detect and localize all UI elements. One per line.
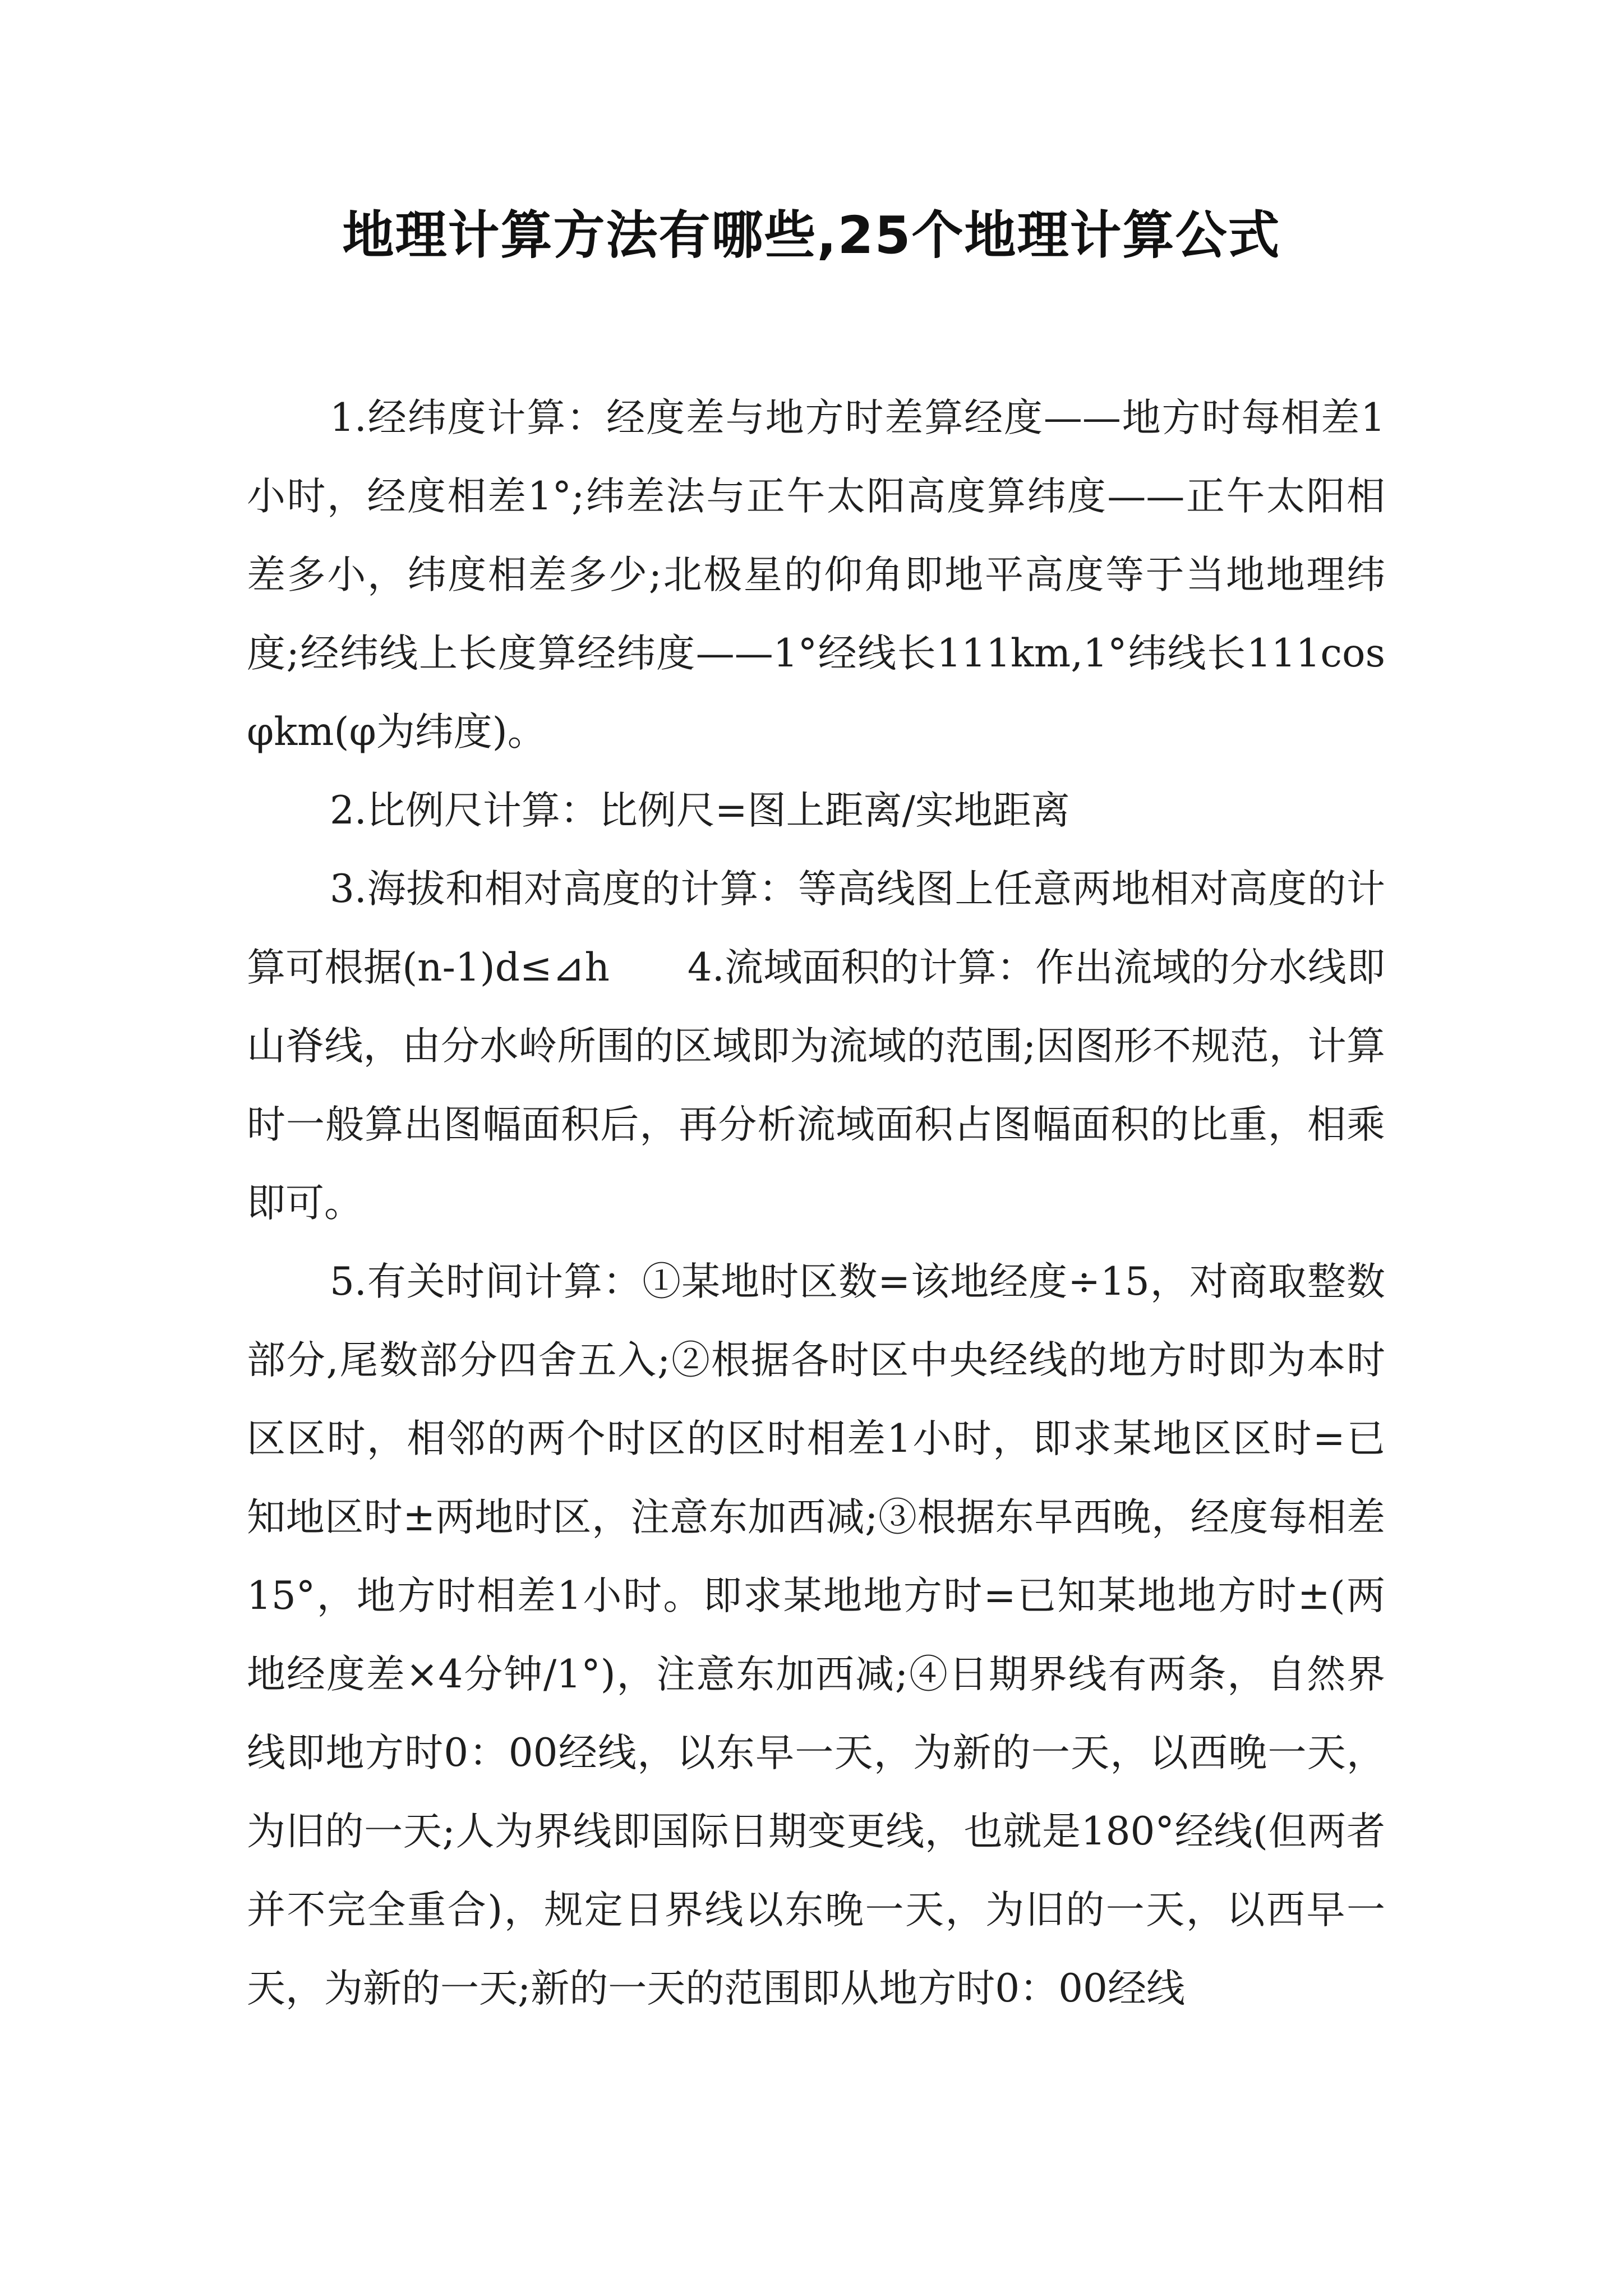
paragraph-time: 5.有关时间计算：①某地时区数=该地经度÷15，对商取整数部分,尾数部分四舍五入;②根据各时区中央经线的地方时即为本时区区时，相邻的两个时区的区时相差1小时，即求某地区区时=已知地区时±两地时区，注意东加西减;③根据东早西晚，经度每相差15°，地方时相差1小时。即求某地地方时=已知某地地方时±(两地经度差×4分钟/1°)，注意东加西减;④日期界线有两条，自然界线即地方时0：00经线，以东早一天，为新的一天，以西晚一天，为旧的一天;人为界线即国际日期变更线，也就是180°经线(但两者并不完全重合)，规定日界线以东晚一天，为旧的一天，以西早一天，为新的一天;新的一天的范围即从地方时0：00经线	[247, 1259, 1385, 2011]
paragraph-altitude-basin: 3.海拔和相对高度的计算：等高线图上任意两地相对高度的计算可根据(n-1)d≤⊿h 4.流域面积的计算：作出流域的分水线即山脊线，由分水岭所围的区域即为流域的范围;因图形不规范，计算时一般算出图幅面积后，再分析流域面积占图幅面积的比重，相乘即可。	[247, 867, 1385, 1226]
document-body	[247, 379, 1385, 2028]
document-title: 地理计算方法有哪些,25个地理计算公式	[342, 205, 1281, 265]
paragraph-scale: 2.比例尺计算：比例尺=图上距离/实地距离	[330, 788, 1070, 833]
paragraph-lat-long: 1.经纬度计算：经度差与地方时差算经度——地方时每相差1小时，经度相差1°;纬差法与正午太阳高度算纬度——正午太阳相差多小，纬度相差多少;北极星的仰角即地平高度等于当地地理纬度;经纬线上长度算经纬度——1°经线长111km,1°纬线长111cosφkm(φ为纬度)。	[247, 395, 1385, 754]
